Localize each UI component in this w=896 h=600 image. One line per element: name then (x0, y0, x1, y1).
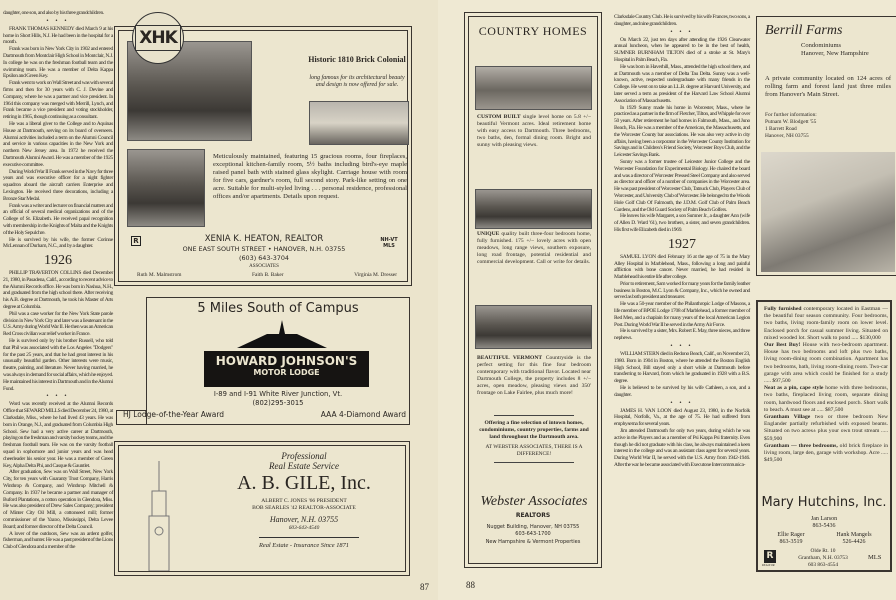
contact-line: Hanover, NH 03755 (765, 133, 809, 139)
associates-label: ASSOCIATES (249, 264, 279, 269)
obituary-column-left (3, 10, 113, 551)
listing-text: two or three bedroom New Englander partially refurbished with exposed beams. Situated on two acres± plus your own trout stream (764, 414, 889, 435)
paragraph: WILLIAM STERN died in Redono Beach, Calif., on November 23, 1980. Born in 1904 in Boston, where he attended the Boston English High School, Bill stayed only a short while at Dartmouth before transferring to Harvard, from which he graduated in 1928 with a B.S. degree. (614, 351, 750, 385)
paragraph: FRANK THOMAS KENNEDY died March 9 at his home in Short Hills, N.J. He had been in the hospital for a month. (3, 25, 113, 46)
company-phone: 603-643-1700 (515, 531, 551, 537)
listing-price: $59,900 (764, 435, 783, 442)
ad-footer: New Hampshire & Vermont Properties (485, 539, 581, 545)
howard-johnson-ad (123, 297, 410, 425)
listing-price: $97,500 (772, 378, 791, 385)
paragraph: He is survived by a sister, Mrs. Robert E. May, three nieces, and three nephews. (614, 328, 750, 342)
listing: Grantham — three bedrooms, old brick fireplace in living room, large den, garage with workshop. Acre ..... $49,500 (764, 442, 888, 464)
company-name: A. B. GILE, Inc. (237, 472, 371, 494)
agent-phone: 863-5436 (812, 523, 836, 529)
associate-name: Ruth M. Malmstrom (137, 272, 182, 278)
paragraph: SAMUEL LYON died February 16 at the age of 75 in the Mary Alley Hospital in Marblehead, Mass., following a long and painful affliction with bone cancer. Never married, he had resided in Marblehead his entire life after college. (614, 253, 750, 281)
award-right: AAA 4-Diamond Award (320, 410, 406, 419)
realtor-caption: REALTOR (762, 564, 775, 567)
listing-lead: BEAUTIFUL VERMONT (477, 355, 543, 361)
monogram-text: XHK (135, 25, 181, 51)
listing-price: $87,500 (825, 406, 844, 413)
award-frame (116, 410, 147, 425)
agent-name: Hank Mangels (836, 532, 872, 538)
webster-associates-logo: Webster Associates (480, 494, 588, 509)
opening-line: daughter, one son, and also by his three grandchildren. (3, 10, 105, 16)
single-level-home-photo (475, 66, 592, 110)
farm-landscape-photo (761, 152, 895, 272)
paragraph: Jim attended Dartmouth for only two years, during which he was active in the Players and as a member of Psi Kappa Psi fraternity. Even though he did not graduate with his class, he always maintained a keen interest in the college and was an assistant class agent for several years. During World War II, he served with the U.S. Army from 1942-1946. After the war he became associated with Executone Intercommunica- (614, 428, 750, 469)
ad-subhead: long famous for its architectural beauty and design is now offered for sale. (309, 75, 405, 88)
berrill-farms-ad (756, 16, 896, 276)
separator: • • • (46, 393, 70, 400)
contact-line: 1 Barrett Road (765, 126, 797, 132)
divider (494, 462, 574, 463)
listing-unique (477, 231, 591, 266)
company-address: Olde Rt. 10 (810, 548, 836, 554)
divider (259, 537, 359, 538)
xhk-realtor-ad (118, 30, 408, 282)
listing-lead: Our Best Buy! (764, 342, 801, 349)
hotel-subname: MOTOR LODGE (253, 368, 320, 377)
listings (764, 306, 888, 464)
paragraph: JAMES H. VAN LOON died August 23, 1980, in the Norfolk Hospital, Norfolk, Va., at the age of 75. He had suffered from emphysema for several years. (614, 407, 750, 428)
listing-lead: Grantham Village (764, 414, 811, 421)
mls-badge: NH-VT MLS (380, 237, 398, 249)
paragraph: Frank went to work on Wall Street and was with several firms and then for 30 years with C. J. Devine and Company, where he was a partner and vice president. In 1964 this company was merged with Merrill, Lynch, and Frank became a vice president and voting stockholder, retiring in 1965, though continuing as a consultant. (3, 80, 113, 121)
paragraph: Word was recently received at the Alumni Records Office that SEWARD MILLS died December 24, 1980, at Clarksdale, Miss., where he had lived 43 years. He was born in Orange, N.J., and graduated from Columbia High School. Sew had a very active career at Dartmouth, playing on the freshman and varsity hockey teams, and the freshman football team. He was on the varsity football squad in sophomore and junior years and was head cheerleader his senior year. He was a member of Green Key, Alpha Delta Phi, and Casque & Gauntlet. (3, 401, 113, 469)
listing-lead: UNIQUE (477, 231, 500, 237)
class-year-heading: 1927 (668, 236, 696, 252)
listing-text: Countryside is the perfect setting for this fine four bedroom contemporary with traditional flavor. Located near Dartmouth College, the property includes 8 +/− acres, open meadow, pleasing views and 350' frontage on Lake Fairlee, plus much more! (477, 355, 592, 396)
listing-lead: Neat as a pin, cape style (764, 385, 824, 392)
listing-lead: Fully furnished (764, 306, 802, 312)
ad-headline: Historic 1810 Brick Colonial (308, 55, 406, 64)
company-phone: 603 863-4554 (807, 562, 839, 568)
company-phone: 603-643-4540 (288, 525, 320, 531)
realtor-logo-icon: R (131, 236, 141, 246)
paragraph: Frank was born in New York City in 1902 and entered Dartmouth from Montclair High School in Montclair, N.J. In college he was on the freshman football team and the swimming team. He was a member of Delta Kappa Epsilon and Green Key. (3, 46, 113, 80)
ad-body: A private community located on 124 acres of rolling farm and forest land just three miles from Hanover's Main Street. (765, 75, 891, 98)
hotel-location: I-89 and I-91 White River Junction, Vt. (213, 390, 343, 398)
offering-text: Offering a fine selection of intown homes, condominiums, country properties, farms and land throughout the Dartmouth area. (479, 420, 589, 440)
ad-tagline: Professional (281, 451, 327, 461)
listing-lead: Grantham — three bedrooms, (764, 442, 838, 449)
mls-badge: MLS (868, 554, 882, 561)
company-address: Nugget Building, Hanover, NH 03755 (486, 524, 580, 530)
agent-phone: 526-4426 (842, 539, 866, 545)
motor-lodge-sign (204, 351, 369, 387)
listing-beautiful-vermont (477, 355, 591, 397)
church-steeple-icon (139, 461, 179, 571)
realtor-logo-icon: R (764, 550, 776, 563)
contemporary-home-photo (475, 305, 592, 349)
company-city: Hanover, N.H. 03755 (269, 515, 339, 524)
contact-line: Putnam W. Blodgett '55 (765, 119, 817, 125)
class-year-heading: 1926 (44, 253, 72, 269)
separator: • • • (670, 343, 694, 350)
paragraph: Phil was a case worker for the New York State parole division in New York City and later was a lieutenant in the U.S. Army during World War II. He then was an American Red Cross civilian war relief worker in France. (3, 310, 113, 338)
listing-text: home with three bedrooms, two baths, fireplaced living room, separate dining room, hardwood floors and enclosed porch. Short walk to beach. A must see at (764, 385, 888, 413)
lodge-roof-icon (207, 320, 357, 350)
agent-name: Jan Larson (810, 516, 838, 522)
separator: • • • (46, 17, 70, 24)
paragraph: He is survived by his wife, the former Corinne McLennan of Durham, N.C., and by a daughter. (3, 236, 113, 250)
listing-price: $130,000 (859, 334, 881, 341)
agent-phone: 863-3519 (779, 539, 803, 545)
officer-line: BOB SEARLES '42 REALTOR-ASSOCIATE (252, 505, 356, 511)
officer-line: ALBERT C. JONES '66 PRESIDENT (261, 498, 347, 504)
paragraph: On March 22, just ten days after attending the 1926 Clearwater annual luncheon, when he appeared to be in the best of health, SUMNER BURNHAM TILTON died of a stroke at St. Mary's Hospital in Palm Beach, Fla. (614, 36, 750, 63)
ad-body: Meticulously maintained, featuring 15 gracious rooms, four fireplaces, exceptional kitchen-family room, 5½ baths including bird's-eye maple raised panel bath with stained glass skylight. Carriage house with room for five cars, gardner's room, full second story. Park-like setting on one acre. Suitable for multi-styled living . . . personal residence, professional offices and/or apartments. Details upon request. (213, 153, 407, 200)
listing-text: House with two-bedroom apartment. House has two bedrooms and loft plus two baths, living room-dining room combination. Apartment has two bedrooms, bath, living room-dining room. Two-car garage with area which could be finished for a study (764, 342, 888, 377)
listing: Fully furnished contemporary located in Eastman — the beautiful four season community. Four bedrooms, two baths, living room-family room on lower level. Enclosed porch for casual summer living. Situated on mixed wooded lot. Short walk to pond ..... $130,000 (764, 306, 888, 341)
paragraph: Sunny was a former trustee of Leicester Junior College and the Worcester Foundation for Experimental Biology. He chaired the board and was a director of Worcester Pressed Steel Company and also served as director and officer of a number of companies in the Worcester area. He was past president of Worcester Club, Tatnuck Club, Players Club of Worcester, and University Club of Worcester. He belonged to the Woods Hole Golf Club Of Falmouth, the J.D.M. Golf Club of Palm Beach Gardens, and the Old Guard Society of Palm Beach Golfers. (614, 158, 750, 213)
listing-price: $49,500 (764, 457, 783, 464)
paragraph: He was a 50-year member of the Philanthropic Lodge of Masons, a life member of BPOE Lodge 1708 of Marblehead, a former member of Red Men, and a chaplain for many years of the local American Legion Post. During World War II he served in the Army Air Force. (614, 301, 750, 328)
associate-name: Faith B. Baker (252, 272, 284, 278)
paragraph: He is believed to be survived by his wife Cathleen, a son, and a daughter. (614, 385, 750, 398)
ad-footer: Real Estate - Insurance Since 1871 (259, 542, 349, 549)
paragraph: PHILLIP TRAVERTON COLLINS died December 21, 1980, in Pasadena, Calif., according to recent advice to the Alumni Records office. He was born in Nashua, N.H., and graduated from the high school there. After receiving his A.B. degree at Dartmouth, he took his Master of Arts degree at Columbia. (3, 270, 113, 311)
listing: Grantham Village two or three bedroom New Englander partially refurbished with exposed beams. Situated on two acres± plus your own trout stream ..... $59,900 (764, 414, 889, 442)
ab-gile-ad (118, 445, 406, 572)
paragraph: In 1929 Sunny made his home in Worcester, Mass., where he practiced as a partner in the firm of Fletcher, Tilton, and Whipple for over 50 years. After retirement he had homes in Falmouth, Mass., and Juno Beach, Fla. He was a member of the American, the Massachusetts, and the Worcester County bar associations. He was also very active in city affairs, having been a corporator in the Worcester County Institution for Savings and in Children's Friend Society, Worcester Boys Club, and the Leicester Savings Bank. (614, 104, 750, 159)
listing-text: old brick fireplace in living room, large den, garage with workshop. Acre (764, 442, 888, 457)
listing-text: quality built three-four bedroom home, fully furnished. 175 +/− lovely acres with open meadows, long range views, southern exposure, long road frontage, potential residential and commercial development. Call or write for details. (477, 231, 591, 265)
xhk-monogram-logo (132, 12, 184, 64)
realtor-address: ONE EAST SOUTH STREET • HANOVER, N.H. 03755 (182, 245, 346, 253)
listing-custom-built (477, 114, 591, 149)
tagline: AT WEBSTER ASSOCIATES, THERE IS A DIFFERENCE! (485, 444, 583, 457)
realtor-name: XENIA K. HEATON, REALTOR (204, 234, 324, 244)
paragraph: During World War II Frank served in the Navy for three years and was executive officer for a night fighter squadron aboard the aircraft carriers Enterprise and Lexington. He received three decorations, including a Bronze Star Medal. (3, 168, 113, 202)
paragraph: He was born in Haverhill, Mass., attended the high school there, and at Dartmouth was a member of Delta Tau Delta. Sunny was a well-known, active, respected undergraduate with many friends in the College. He went on to take an LL.B. degree at Harvard University, and later served a term as president of the Harvard Law School Alumni Association of Massachusetts. (614, 63, 750, 104)
divider (494, 415, 574, 416)
ad-title: Berrill Farms (765, 23, 843, 38)
paragraph: Prior to retirement, Sam worked for many years for the family leather business in Boston, M.C. Lyon & Company, Inc., which he owned and served as both president and treasurer. (614, 280, 750, 301)
carriage-house-photo (127, 149, 205, 227)
separator: • • • (670, 28, 694, 35)
listing-lead: CUSTOM BUILT (477, 114, 521, 120)
paragraph: Frank was a writer and lecturer on financial matters and an official of several medical organizations and of the College of St. Elizabeth. He received papal recognition with membership in the Knights of Malta and the Knights of the Holy Sepulchre. (3, 202, 113, 236)
paragraph: After graduation, Sew was on Wall Street, New York City, for ten years with Guaranty Trust Company, Harris Winthrop & Company, and Winthrop Mitchell & Company. In 1937 he became a partner and manager of Buford Plantations, a cotton operation in Glendora, Miss. He was also president of Drew Sales Company; president of Minter City Oil Mill, a cottonseed mill; former commissioner of the Yazoo, Mississippi, Delta Levee Board; and former director of the Delta Council. (3, 469, 113, 530)
ad-subtitle: Condominiums (801, 42, 842, 49)
ad-title: COUNTRY HOMES (478, 24, 588, 38)
mary-hutchins-ad (756, 300, 892, 572)
company-name: Mary Hutchins, Inc. (761, 495, 887, 510)
paragraph: He is survived only by his brother Russell, who told that Phil was associated with the Los Angeles "Dodgers" for the past 25 years, and that he had great interest in his unusually beautiful garden. Other interests were music, theatre, painting, and literature. Never having married, he was always in demand for social affairs, which he enjoyed. He maintained his interest in Dartmouth and in the Alumni Fund. (3, 338, 113, 392)
associate-name: Virginia M. Dresser (354, 272, 397, 278)
separator: • • • (670, 399, 694, 406)
farmhouse-photo (309, 101, 409, 145)
hotel-phone: (802)295-3015 (252, 399, 304, 407)
paragraph: He leaves his wife Margaret, a son Sumner Jr., a daughter Ann (wife of Allen D. Ward '61), two brothers, a sister, and seven grandchildren. His first wife Elizabeth died in 1969. (614, 213, 750, 233)
listing: Neat as a pin, cape style home with three bedrooms, two baths, fireplaced living room, separate dining room, hardwood floors and enclosed porch. Short walk to beach. A must see at ..... $87,500 (764, 385, 888, 413)
opening-line: Clarksdale Country Club. He is survived by his wife Frances, two sons, a daughter, and nine grandchildren. (614, 14, 750, 27)
listing: Our Best Buy! House with two-bedroom apartment. House has two bedrooms and loft plus two baths, living room-dining room combination. Apartment has two bedrooms, bath, living room-dining room. Two-car garage with area which could be finished for a study ..... $97,500 (764, 342, 888, 385)
award-left: HJ Lodge-of-the-Year Award (123, 410, 225, 419)
country-homes-ad (468, 16, 598, 564)
ad-subtitle: Hanover, New Hampshire (801, 50, 869, 57)
listing-text: contemporary located in Eastman — the beautiful four season community. Four bedrooms, two baths, living room-family room on lower level. Enclosed porch for casual summer living. Situated on mixed wooded lot. Short walk to pond (764, 306, 888, 341)
page-number: 87 (420, 582, 429, 592)
paragraph: He was a liberal giver to the College and to Aquinas House at Dartmouth, serving on its board of overseers. Alumni activities included a term on the Alumni Council and service in various capacities in the New York and northern New Jersey area. In 1972 he received the Dartmouth Alumni Award. He was a member of the 1925 executive committee. (3, 120, 113, 168)
contact-block (765, 112, 817, 140)
agent-name: Ellie Rager (777, 532, 805, 538)
ad-headline: 5 Miles South of Campus (197, 301, 359, 316)
page-number: 88 (466, 580, 475, 590)
realtors-label: REALTORS (515, 512, 551, 519)
realtor-phone: (603) 643-3704 (239, 254, 289, 262)
ad-tagline: Real Estate Service (269, 461, 339, 471)
company-address: Grantham, N.H. 03753 (798, 555, 848, 561)
listing-text: single level home on 5.8 +/− beautiful Vermont acres. Ideal retirement home with easy access to Dartmouth. Three bedrooms, two baths, den, formal dining room. Bright and sunny with pleasing views. (477, 114, 592, 148)
contact-line: For further information: (765, 112, 817, 118)
obituary-column-right (614, 14, 750, 469)
hotel-name: HOWARD JOHNSON'S (215, 354, 358, 368)
unique-home-photo (475, 189, 592, 229)
paragraph: A lover of the outdoors, Sew was an ardent golfer, fisherman, and hunter. He was a past president of the Lions Club of Glendora and a member of the (3, 530, 113, 551)
